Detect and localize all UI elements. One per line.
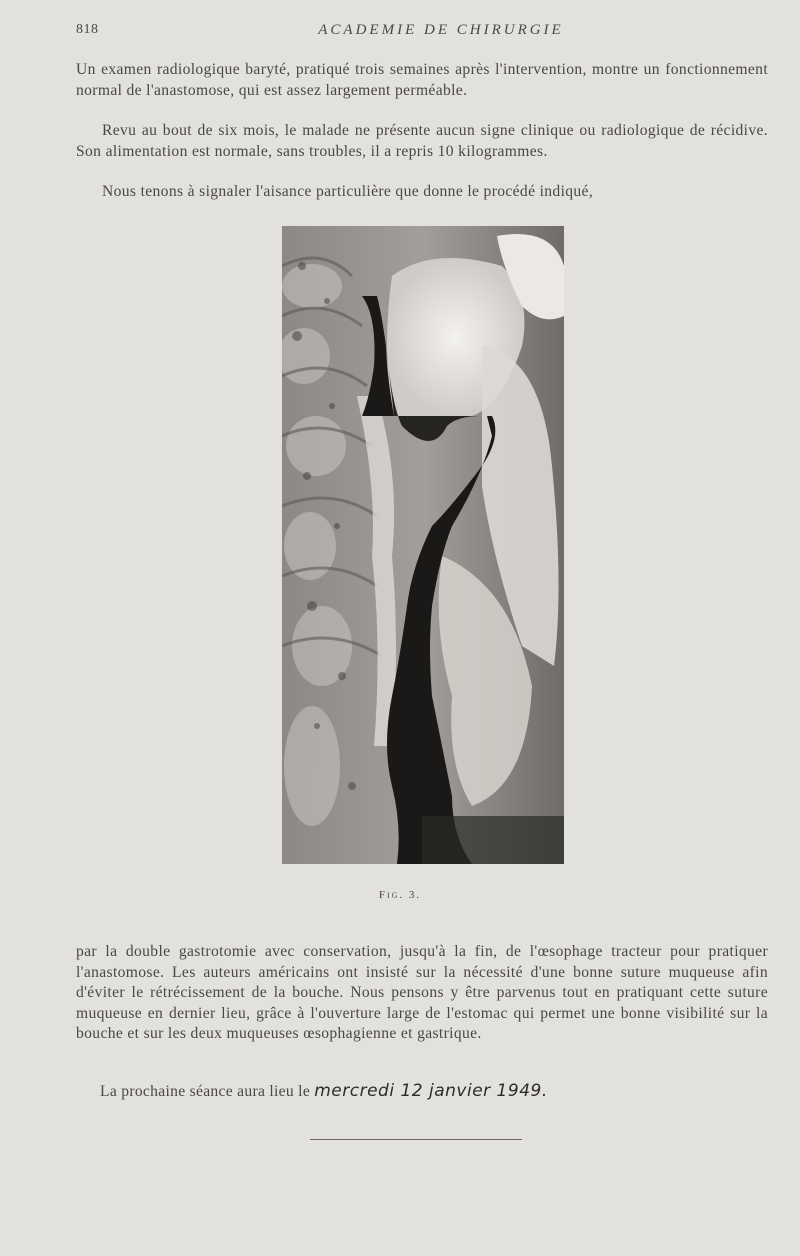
closing-rule bbox=[310, 1139, 522, 1140]
closing-prefix: La prochaine séance aura lieu le bbox=[100, 1083, 311, 1100]
figure-caption: Fig. 3. bbox=[378, 889, 422, 901]
paragraph-nous-tenons: Nous tenons à signaler l'aisance particulière que donne le procédé indiqué, bbox=[102, 183, 594, 200]
radiograph-figure bbox=[282, 226, 564, 864]
running-title: ACADEMIE DE CHIRURGIE bbox=[318, 22, 564, 38]
paragraph-examen: Un examen radiologique baryté, pratiqué trois semaines après l'intervention, montre un fonctionnement normal de l'anastomose, qui est assez largement perméable. bbox=[76, 61, 768, 99]
radiograph-image bbox=[282, 226, 564, 864]
paragraph-revu: Revu au bout de six mois, le malade ne présente aucun signe clinique ou radiologique de récidive. Son alimentation est normale, sans troubles, il a repris 10 kilogrammes. bbox=[76, 122, 768, 160]
closing-announcement bbox=[100, 1081, 548, 1101]
paragraph-double-gastrotomie: par la double gastrotomie avec conservation, jusqu'à la fin, de l'œsophage tracteur pour pratiquer l'anastomose. Les auteurs américains ont insisté sur la nécessité d'une bonne suture muqueuse afin d'éviter le rétrécissement de la bouche. Nous pensons y être parvenus tout en pratiquant cette suture muqueuse en dernier lieu, grâce à l'ouverture large de l'estomac qui permet une bonne visibilité sur la bouche et sur les deux muqueuses œsophagienne et gastrique. bbox=[76, 943, 768, 1042]
closing-date: mercredi 12 janvier 1949. bbox=[314, 1081, 548, 1101]
page-header bbox=[76, 22, 766, 44]
page-number: 818 bbox=[76, 22, 99, 37]
